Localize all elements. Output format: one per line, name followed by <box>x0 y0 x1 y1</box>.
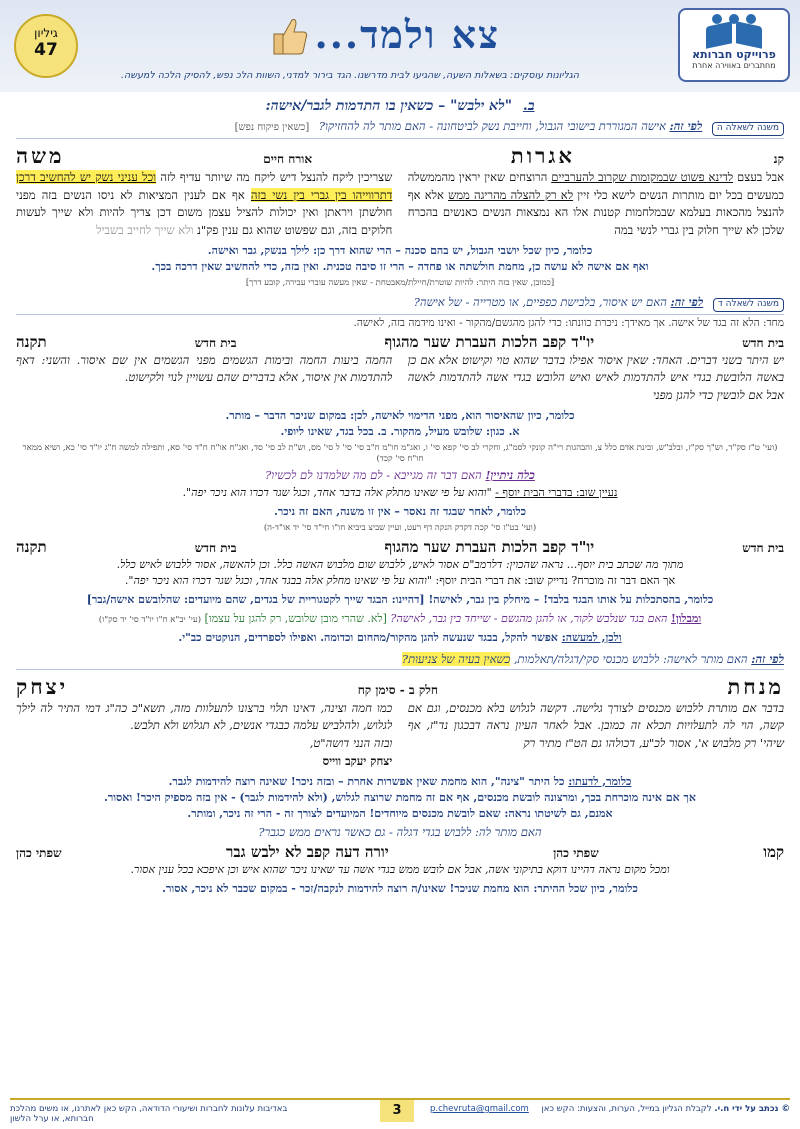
question <box>16 295 784 315</box>
summary <box>16 408 784 440</box>
text-span: אבל בעצם <box>737 169 785 184</box>
practice <box>16 630 784 646</box>
underlined-span: לדינא פשוט שבמקומות שקרוב להערביים <box>551 169 734 184</box>
section-title <box>16 98 784 115</box>
question-tag: משנה לשאלה ד <box>713 298 784 312</box>
summary <box>16 243 784 275</box>
text-span: אלא אף להנצל מהכאות בעלמא שבמלחמות קטנות אלו הא נמצאות הנשים כאנשים בהכרח שלכן לא שייך חלוק בין גברי לנשי במה <box>407 187 784 238</box>
summary-line: כלומר, כיון שהאיסור הוא, מפני הדימוי לאישה, לכן: במקום שניכר הדבר – מותר. <box>225 408 575 422</box>
header <box>0 0 800 92</box>
quote-text: "והוא על פי שאינו מתלק אלה בדבר אחד, וכגל שגר דכרו הוא ניכר יפה". <box>182 485 492 499</box>
note: [כמובן, שאין בזה היתר: להיות שוטרת/חיילת/מאבטחת - שאין מעשה עוברי עבירה, קובע דרך] <box>245 277 555 288</box>
faded-span: ולא שייך לחייב בשביל <box>96 223 194 238</box>
question-label: לפי זה: <box>669 119 703 133</box>
summary-line: ואף אם אישה לא עושה כן, מחמת חולשתה או פחדה – הרי זו סיבה טכנית. ואין בזה, כדי להחשיב שאין דרכה בכך. <box>151 259 649 273</box>
section-number: ב. <box>522 98 535 114</box>
source-text-left <box>16 169 392 240</box>
logo <box>678 8 790 82</box>
quote-label: נעיין שוב: בדברי הבית יוסף - <box>495 485 618 499</box>
source-text-right: יש היתר בשני דברים. האחד: שאין איסור אפילו בדבר שהוא טוי וקישוט אלא אם כן באשה הלובשת בגדי איש להתדמות לאיש ואיש הלובש בגדי אשה להתדמות לאשה אבל אם לובשין כדי להגן מפני <box>407 352 784 403</box>
question-label: כלה ניתיין! <box>485 467 535 482</box>
source-header <box>16 143 784 169</box>
summary: כלומר, לאחר שבגד זה נאסר – אין זו משנה, האם זה ניכר. <box>274 504 526 518</box>
source-header <box>16 674 784 700</box>
summary <box>16 881 784 897</box>
highlighted-span: כשאין בעיה של צניעות? <box>401 651 511 666</box>
signer: יצחק יעקב ווייס <box>322 753 393 768</box>
page-title: צא ולמד... <box>314 12 500 57</box>
main-content <box>16 96 784 1096</box>
source-title: יורה דעה קפב לא ילבש גבר <box>226 842 389 861</box>
source-number: קנ <box>773 151 784 166</box>
question-label: ומבלון! <box>670 611 702 625</box>
thumbs-up-icon <box>270 14 310 58</box>
highlighted-span: וכל עניני נשק יש להחשיב דרכן דתרווייהו בין גברי בין נשי בזה <box>16 169 393 202</box>
practice-label: ולכן, למעשה: <box>561 630 622 644</box>
question <box>16 652 784 670</box>
text-span: ובזה הנני דושה"ט, <box>309 736 393 751</box>
question <box>16 119 784 139</box>
logo-name: פרוייקט חברותא <box>692 48 776 61</box>
source-text: ומכל מקום נראה דהיינו דוקא בתיקוני אשה, אבל אם לובש ממש בגדי אשה עד שאינו ניכר שהוא איש וכן איפכא בכל ענין אסור. <box>130 862 670 876</box>
note: (ועי' בט"ז סי' קכה דקדק הנקה דף רעט, ועיין שביצ ביביא חו"ו חי"ד סי' יד או"ד-ה) <box>263 522 537 533</box>
summary-line: כל היתר "צינה", הוא מחמת שאין אפשרות אחרת – ובזה ניכר! שאינה רוצה להידמות לגבר. <box>168 774 565 788</box>
source-subtitle: אורח חיים <box>263 151 313 166</box>
source-number: קמו <box>763 842 784 861</box>
source-text-right <box>408 169 784 240</box>
text-span: אך האם דבר זה מוכרח? נדייק שוב: את דברי הבית יוסף: <box>435 573 676 587</box>
email-link[interactable]: p.chevruta@gmail.com <box>430 1104 529 1114</box>
source-text-left: החמה ביעות החמה ובימות הגשמים מפני הגשמים אין שם איסור. והשני: דאף להתדמות אין איסור, אלא בדברים שהם עשויין לנוי ולקישוט. <box>16 352 393 385</box>
quote-line <box>16 485 784 501</box>
text-span: כמו חמה וצינה, דאינו תלוי ברצונו לתעלוות מזה, תשא"כ כה"ג דמי התיר לה לילך לגלוש, ולהלביש עלמה כבגדי אנשים, לא תגלוש ולא תלבש. <box>16 700 393 733</box>
text-span: אף אם לענין המציאות לא ניסו הנשים בזה מפני חולשתן ויראתן ואין יכולות להציל עצמן משום דכן צריך להיות ולא שייך לעשות חלוקים בזה, וגם שפשוט שהוא גם ענין פק"נ <box>16 187 393 238</box>
logo-slogan: מחתברים באווירה אחרת <box>692 61 776 70</box>
answer-text: [לא. שהרי מובן שלובש, רק להגן על עצמו] <box>204 611 387 625</box>
summary-label: כלומר, לדעתו: <box>568 774 632 788</box>
issue-label: גיליון <box>34 26 58 40</box>
question-text: האם דבר זה מגייבא - לם מה שלמדנו לם לכשיו? <box>265 467 482 482</box>
question-text: האם יש איסור, בלבישת כפפיים, או מטרייה - של אישה? <box>413 294 667 309</box>
summary-line: אך אם אינה מוכרחת בכך, ומרצונה לובשת מכנסים, אף אם זה מחמת שרוצה לגלוש, (ולא להידמות לגבר) - אין בזה מספיק היכר! ואסור. <box>104 790 696 804</box>
sub-note: מחד: הלא זה בגד של אישה. אך מאידך: ניכרת כוונתו: כדי להגן מהגשם/מהקור - ואינו מידמה בזה, לאישה. <box>353 316 784 329</box>
source-title-left: משה <box>16 142 65 168</box>
source-text-right: בדבר אם מותרת ללבוש מכנסים לצורך גלישה. דקשה לגלוש בלא מכנסים, וגם אם קשה, הוי לה לתעלויות תכלא זה כמובן. אבל לאחר העיון נראה דבכגון נד"ז, אף שיהי' רק מלבוש א', אסור לכ"ע, דכולהו גם הט"ז מתיר רק <box>407 700 784 751</box>
source-text: מתוך מה שכתב בית יוסף... נראה שהכוין: דלרמב"ם אסור לאיש, ללבוש שום מלבוש האשה כלל. וכן להאשה, אסור ללבוש לאיש כלל. <box>116 557 684 571</box>
summary-line: אמנם, גם לשיטתו נראה: שאם לובשת מכנסים מיוחדים! המיועדים לצורך זה - הרי זה ניכר, ומותר. <box>187 806 613 820</box>
note: (ועי' ט"ז סק"ד, וש"ך סק"ז, ובלב"ש, ובינת אדם כלל צ, והבהגות רי"ה קונקי לסמ"ג, וחקרי לב סי' קפא סי' ו, ואג"מ חו"מ ח"ב סי' סי' ל סי' מס, וש"ת לב סי' סד, ואג"ח או"ח ח"ד סי' סא, ותפילה למשה ח"ג יו"ד סי' כא, ושיא ממאר חו"ח סי' קכד) <box>22 442 778 464</box>
summary <box>16 774 784 822</box>
practice-text: אפשר להקל, בבגד שנעשה להגן מהקור/מהחום וכדומה. ואפילו לספרדים, הנוקטים כב"י. <box>178 630 558 644</box>
question-text: אישה המגוררת בישובי הגבול, וחייבת נשק לביטחונה - האם מותר לה להחזיקו? <box>318 119 666 133</box>
source-label: בית חדש <box>194 540 237 555</box>
summary-line: אסור. <box>162 881 188 895</box>
underlined-span: לא רק להצלה מהריגה ממש <box>448 187 574 202</box>
quote-line <box>16 573 784 589</box>
question-ref: [כשאין פיקוח נפש] <box>234 122 310 133</box>
source-header <box>16 843 784 862</box>
text-span: שצריכין ליקח להנצל דיש ליקח מה שיותר עדיף לזה <box>160 169 393 184</box>
source-text-left <box>16 700 392 771</box>
page-number: 3 <box>380 1100 414 1122</box>
source-header <box>16 538 784 557</box>
footer-left[interactable]: באדיבות עלונות לחברות ושיעורי הדודאה, הקש כאן לאתרנו, או משים מהלכת חברותא, או ערל הלשון <box>10 1104 288 1124</box>
question-label: לפי זה: <box>670 294 704 309</box>
source-label: בית חדש <box>742 540 784 555</box>
question: האם מותר לה: ללבוש בגדי דגלה - גם כאשר נראים ממש כגבר? <box>258 824 542 839</box>
source-text <box>16 169 784 240</box>
question-tag: משנה לשאלה ה <box>712 122 784 136</box>
source-title: תקנה <box>16 332 47 351</box>
source-title: יו"ד קפב הלכות העברת שער מהגוף <box>384 537 595 556</box>
summary-line: כלומר, כיון שכל יושבי הגבול, יש בהם סכנה – הרי שהוא דרך כן: לילך בנשק, גבר ואישה. <box>207 243 593 257</box>
ref-text: (עי' יב"א ח"ו יו"ד סי' יד סק"ו) <box>98 614 202 625</box>
question-text: האם בגד שנלבש לקור, או להגן מהגשם - שייחד בין גבר, לאישה? <box>390 611 668 625</box>
summary-line: א. כגון: שלובש מעיל, מהקור. ב. בכל בגד, שאינו ליופי. <box>280 424 520 438</box>
issue-badge <box>14 14 78 78</box>
footer <box>10 1098 790 1124</box>
follow-up-question <box>16 611 784 627</box>
source-title: תקנה <box>16 537 47 556</box>
tagline: הגליונות עוסקים: בשאלות השעה, שהגיעו לבית מדרשנו. הגד בירור למדני, השוות הלכ נפש, להסיק הלכה למעשה. <box>121 70 579 81</box>
question <box>16 468 784 482</box>
source-label: בית חדש <box>194 335 237 350</box>
summary-line: כלומר, כיון שכל ההיתר: הוא מחמת שניכר! שאינו/ה רוצה להידמות לנקבה/זכר - במקום שכבר לא ניכר, <box>191 881 638 895</box>
source-title-left: יצחק <box>16 673 69 699</box>
source-label: שפתי כהן <box>553 845 599 860</box>
text-span: הרוצחים שאין יראין מהממשלה כמעשים בכל יום מותרות הנשים לישא כלי זיין <box>407 169 785 202</box>
question-label: לפי זה: <box>751 651 784 666</box>
source-text <box>16 700 784 771</box>
subscribe-link[interactable]: לקבלת הגליון במייל, הערות, והצעות: הקש כאן <box>541 1104 712 1114</box>
source-subtitle: חלק ב - סימן קח <box>357 682 438 697</box>
copyright: © נכתב על ידי ח.י. <box>714 1104 790 1114</box>
section-title-text: "לא ילבש" – כשאין בו התדמות לגבר/אישה: <box>265 98 513 114</box>
source-text <box>16 352 784 405</box>
summary: כלומר, בהסתכלות על אותו הבגד בלבד! – מיחלק בין גבר, לאישה! [דהיינו: הבגד שייך לקטגוריית של בגדים, שהם מיועדים: שהלובשם אישה/גבר] <box>86 592 714 606</box>
question-text: האם מותר לאישה: ללבוש מכנסי סקי/דגלה/תאלמות, <box>513 651 748 666</box>
source-title-right: אגרות <box>510 142 575 168</box>
quote-text: "והוא על פי שאינו מחלק אלה בבגד אחד, וכגל שגר דכרו הוא ניכר יפה". <box>124 573 433 587</box>
source-label: שפתי כהן <box>16 845 62 860</box>
source-header <box>16 333 784 352</box>
issue-number: 47 <box>34 40 58 60</box>
source-title-right: מנחת <box>727 673 784 699</box>
logo-books-icon <box>704 16 764 46</box>
source-title: יו"ד קפב הלכות העברת שער מהגוף <box>384 332 595 351</box>
source-label: בית חדש <box>742 335 784 350</box>
